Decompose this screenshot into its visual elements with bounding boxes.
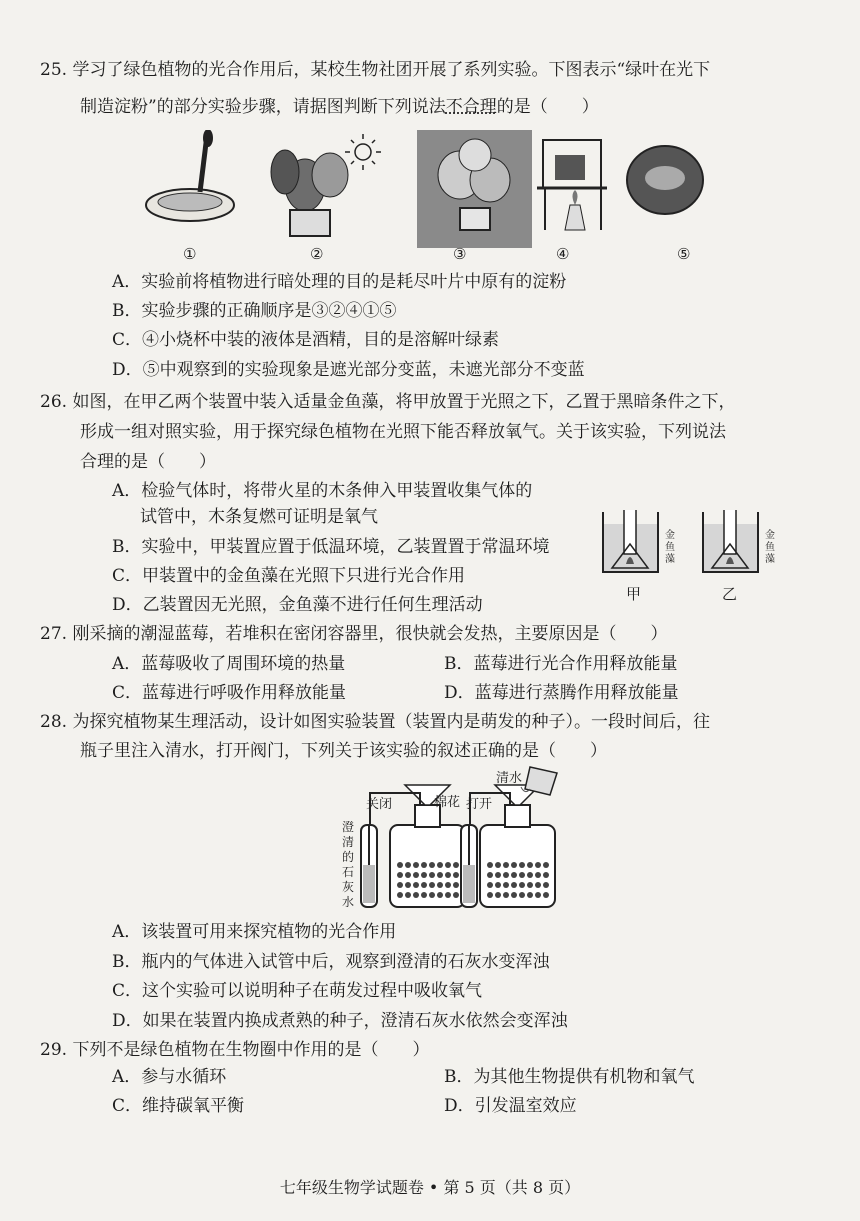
q26-label-yi: 乙 bbox=[722, 585, 738, 603]
q25-option-c: C．④小烧杯中装的液体是酒精，目的是溶解叶绿素 bbox=[112, 330, 500, 350]
q25-stem-line1: 25. 学习了绿色植物的光合作用后，某校生物社团开展了系列实验。下图表示“绿叶在光下 bbox=[40, 60, 711, 80]
q27-stem: 27. 刚采摘的潮湿蓝莓，若堆积在密闭容器里，很快就会发热，主要原因是（ ） bbox=[40, 624, 668, 644]
q27-option-a: A．蓝莓吸收了周围环境的热量 bbox=[112, 654, 346, 674]
petri-dish-dropper-illustration bbox=[146, 130, 234, 221]
q28-stem-line2: 瓶子里注入清水，打开阀门，下列关于该实验的叙述正确的是（ ） bbox=[80, 741, 607, 761]
q25-fig-label-2: ② bbox=[310, 245, 324, 263]
q28-label-water: 清水 bbox=[496, 771, 523, 786]
q26-option-d: D．乙装置因无光照，金鱼藻不进行任何生理活动 bbox=[112, 595, 483, 615]
q28-option-d: D．如果在装置内换成煮熟的种子，澄清石灰水依然会变浑浊 bbox=[112, 1011, 568, 1031]
q25-option-a: A．实验前将植物进行暗处理的目的是耗尽叶片中原有的淀粉 bbox=[112, 272, 567, 292]
dark-treatment-illustration bbox=[417, 130, 532, 248]
q28-label-limewater: 澄 清 的 石 灰 水 bbox=[342, 820, 355, 909]
q26-option-c: C．甲装置中的金鱼藻在光照下只进行光合作用 bbox=[112, 566, 466, 586]
q25-experiment-figure bbox=[145, 130, 705, 265]
page-footer: 七年级生物学试题卷 • 第 5 页（共 8 页） bbox=[279, 1178, 581, 1197]
q26-stem-line1: 26. 如图，在甲乙两个装置中装入适量金鱼藻，将甲放置于光照之下，乙置于黑暗条件之下， bbox=[40, 392, 736, 412]
q28-number: 28. bbox=[40, 712, 68, 732]
q25-emphasis: 不合理 bbox=[445, 97, 497, 117]
q26-stem-line3: 合理的是（ ） bbox=[80, 452, 216, 472]
q25-option-b: B．实验步骤的正确顺序是③②④①⑤ bbox=[112, 301, 397, 321]
q25-fig-label-3: ③ bbox=[453, 245, 467, 263]
beaker-yi bbox=[703, 510, 758, 572]
q29-option-b: B．为其他生物提供有机物和氧气 bbox=[444, 1067, 695, 1087]
q25-fig-label-1: ① bbox=[183, 245, 197, 263]
q26-option-a-line2: 试管中，木条复燃可证明是氧气 bbox=[140, 507, 378, 527]
q27-number: 27. bbox=[40, 624, 68, 644]
q28-label-closed: 关闭 bbox=[366, 797, 393, 812]
q29-number: 29. bbox=[40, 1040, 68, 1060]
leaf-illustration bbox=[627, 146, 703, 214]
plant-light-illustration bbox=[271, 134, 381, 236]
q25-stem-line2: 制造淀粉”的部分实验步骤，请据图判断下列说法不合理的是（ ） bbox=[80, 97, 599, 117]
q25-fig-label-4: ④ bbox=[556, 245, 570, 263]
q28-option-a: A．该装置可用来探究植物的光合作用 bbox=[112, 922, 397, 942]
q25-number: 25. bbox=[40, 60, 68, 80]
q28-option-b: B．瓶内的气体进入试管中后，观察到澄清的石灰水变浑浊 bbox=[112, 952, 550, 972]
beaker-jia bbox=[603, 510, 658, 572]
q29-option-d: D．引发温室效应 bbox=[444, 1096, 577, 1116]
q26-option-b: B．实验中，甲装置应置于低温环境，乙装置置于常温环境 bbox=[112, 537, 550, 557]
water-bath-illustration bbox=[537, 140, 607, 230]
q27-option-b: B．蓝莓进行光合作用释放能量 bbox=[444, 654, 678, 674]
q26-stem-line2: 形成一组对照实验，用于探究绿色植物在光照下能否释放氧气。关于该实验，下列说法 bbox=[80, 422, 726, 442]
q29-stem: 29. 下列不是绿色植物在生物圈中作用的是（ ） bbox=[40, 1040, 430, 1060]
q28-label-open: 打开 bbox=[466, 797, 493, 812]
q25-option-d: D．⑤中观察到的实验现象是遮光部分变蓝，未遮光部分不变蓝 bbox=[112, 360, 585, 380]
q26-number: 26. bbox=[40, 392, 68, 412]
q26-plant-label-yi: 金鱼藻 bbox=[765, 530, 775, 565]
q26-label-jia: 甲 bbox=[626, 585, 642, 603]
q26-option-a-line1: A．检验气体时，将带火星的木条伸入甲装置收集气体的 bbox=[112, 481, 533, 501]
q25-fig-label-5: ⑤ bbox=[677, 245, 691, 263]
q28-option-c: C．这个实验可以说明种子在萌发过程中吸收氧气 bbox=[112, 981, 483, 1001]
q27-option-d: D．蓝莓进行蒸腾作用释放能量 bbox=[444, 683, 679, 703]
q26-plant-label-jia: 金鱼藻 bbox=[665, 530, 675, 565]
q29-option-a: A．参与水循环 bbox=[112, 1067, 227, 1087]
q27-option-c: C．蓝莓进行呼吸作用释放能量 bbox=[112, 683, 347, 703]
q28-stem-line1: 28. 为探究植物某生理活动，设计如图实验装置（装置内是萌发的种子）。一段时间后，往 bbox=[40, 712, 710, 732]
q28-label-cotton: 棉花 bbox=[434, 795, 461, 810]
q29-option-c: C．维持碳氧平衡 bbox=[112, 1096, 245, 1116]
